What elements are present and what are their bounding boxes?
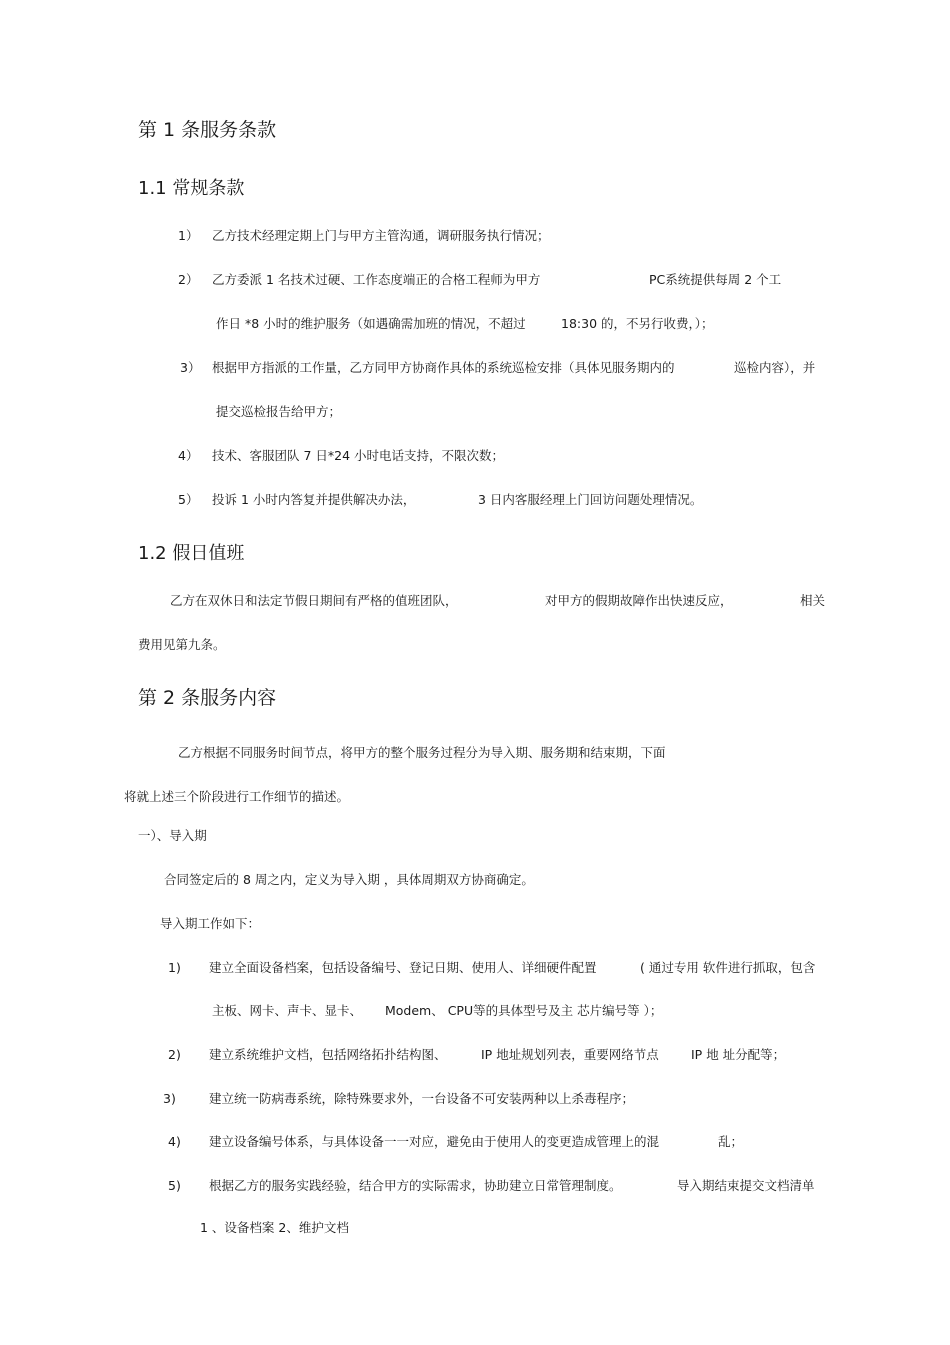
list-item-text: 投诉 1 小时内答复并提供解决办法， xyxy=(212,492,416,507)
list-item-number: 4) xyxy=(168,1134,181,1149)
paragraph-text: 导入期工作如下： xyxy=(160,916,261,931)
list-item-number: 4） xyxy=(178,448,199,463)
list-item-text: IP 地 址分配等； xyxy=(691,1047,786,1062)
section-2-title: 第 2 条服务内容 xyxy=(138,687,277,709)
list-item-text: 乱； xyxy=(718,1134,744,1149)
section-1-1-title: 1.1 常规条款 xyxy=(138,178,245,199)
paragraph-text: 费用见第九条。 xyxy=(138,637,226,652)
paragraph-text: 相关 xyxy=(800,593,826,608)
list-item-text: 建立全面设备档案，包括设备编号、登记日期、使用人、详细硬件配置 xyxy=(209,960,597,975)
list-item-number: 1) xyxy=(168,960,181,975)
list-item-text: 18:30 的，不另行收费，）； xyxy=(561,316,714,331)
list-item-number: 2） xyxy=(178,272,199,287)
list-item-text: 建立统一防病毒系统，除特殊要求外，一台设备不可安装两种以上杀毒程序； xyxy=(209,1091,635,1106)
document-list: 1 、设备档案 2、维护文档 xyxy=(200,1220,349,1235)
list-item-number: 3） xyxy=(180,360,201,375)
list-item-text: 乙方委派 1 名技术过硬、工作态度端正的合格工程师为甲方 xyxy=(212,272,541,287)
list-item-text: 提交巡检报告给甲方； xyxy=(216,404,342,419)
list-item-text: 建立设备编号体系，与具体设备一一对应，避免由于使用人的变更造成管理上的混 xyxy=(209,1134,660,1149)
list-item-number: 5) xyxy=(168,1178,181,1193)
paragraph-text: 将就上述三个阶段进行工作细节的描述。 xyxy=(124,789,350,804)
phase-title: 一）、导入期 xyxy=(138,828,207,843)
list-item-text: Modem、 CPU等的具体型号及主 芯片编号等 ）； xyxy=(385,1003,663,1018)
paragraph-text: 乙方根据不同服务时间节点，将甲方的整个服务过程分为导入期、服务期和结束期，下面 xyxy=(178,745,666,760)
list-item-text: 导入期结束提交文档清单 xyxy=(677,1178,815,1193)
paragraph-text: 乙方在双休日和法定节假日期间有严格的值班团队， xyxy=(170,593,458,608)
list-item-number: 1） xyxy=(178,228,199,243)
section-1-2-title: 1.2 假日值班 xyxy=(138,543,245,564)
list-item-number: 2) xyxy=(168,1047,181,1062)
list-item-text: 建立系统维护文档，包括网络拓扑结构图、 xyxy=(209,1047,447,1062)
paragraph-text: 对甲方的假期故障作出快速反应， xyxy=(545,593,733,608)
list-item-text: 根据乙方的服务实践经验，结合甲方的实际需求，协助建立日常管理制度。 xyxy=(209,1178,622,1193)
list-item-text: 作日 *8 小时的维护服务（如遇确需加班的情况，不超过 xyxy=(216,316,526,331)
list-item-number: 3) xyxy=(163,1091,176,1106)
list-item-text: ( 通过专用 软件进行抓取，包含 xyxy=(640,960,816,975)
list-item-text: IP 地址规划列表，重要网络节点 xyxy=(481,1047,659,1062)
list-item-text: 主板、网卡、声卡、显卡、 xyxy=(212,1003,363,1018)
paragraph-text: 合同签定后的 8 周之内，定义为导入期 ，具体周期双方协商确定。 xyxy=(164,872,534,887)
list-item-text: PC系统提供每周 2 个工 xyxy=(649,272,782,287)
list-item-text: 巡检内容），并 xyxy=(734,360,816,375)
section-1-title: 第 1 条服务条款 xyxy=(138,119,277,141)
list-item-text: 技术、客服团队 7 日*24 小时电话支持，不限次数； xyxy=(212,448,505,463)
list-item-number: 5） xyxy=(178,492,199,507)
list-item-text: 乙方技术经理定期上门与甲方主管沟通，调研服务执行情况； xyxy=(212,228,550,243)
list-item-text: 3 日内客服经理上门回访问题处理情况。 xyxy=(478,492,703,507)
list-item-text: 根据甲方指派的工作量，乙方同甲方协商作具体的系统巡检安排（具体见服务期内的 xyxy=(212,360,675,375)
